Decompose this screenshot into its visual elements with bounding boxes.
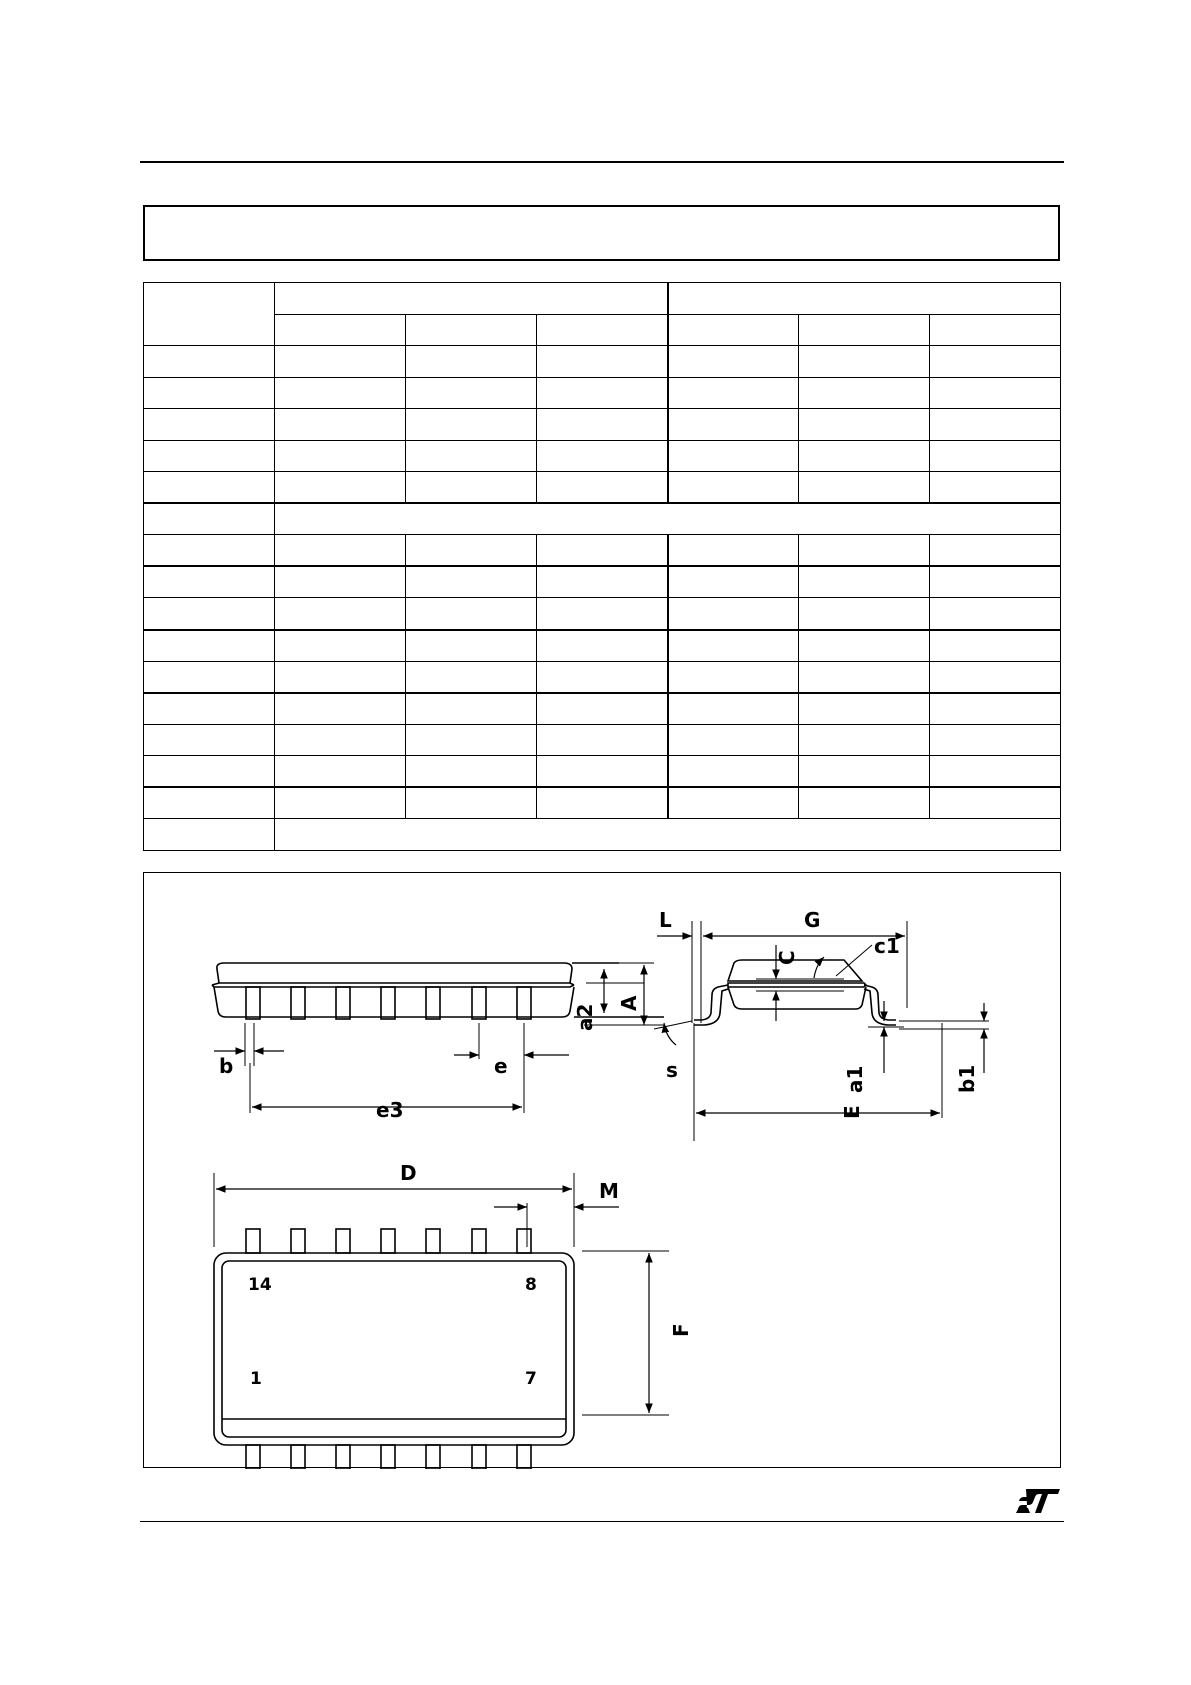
table-cell (537, 314, 668, 346)
pin-8-label: 8 (525, 1275, 537, 1295)
table-cell (275, 472, 406, 504)
table-cell (406, 787, 537, 819)
label-a2: a2 (573, 1003, 597, 1031)
lead (246, 1445, 260, 1469)
table-cell (799, 472, 930, 504)
table-cell (537, 693, 668, 725)
table-cell (275, 598, 406, 630)
table-cell (799, 598, 930, 630)
table-cell (668, 409, 799, 441)
table-cell (930, 630, 1061, 662)
label-b: b (219, 1054, 234, 1078)
bottom-rule (140, 1521, 1064, 1522)
table-cell (799, 756, 930, 788)
table-cell (930, 377, 1061, 409)
front-view (212, 963, 664, 1113)
table-cell (144, 819, 275, 851)
table-cell (799, 693, 930, 725)
table-cell (799, 346, 930, 378)
table-cell (668, 440, 799, 472)
lead (336, 987, 350, 1019)
table-row (144, 630, 1061, 662)
table-cell (144, 472, 275, 504)
label-G: G (804, 908, 821, 932)
table-row (144, 503, 1061, 535)
label-a1: a1 (843, 1065, 867, 1093)
table-cell (406, 472, 537, 504)
lead (291, 1229, 305, 1253)
table-cell (930, 314, 1061, 346)
table-cell (668, 630, 799, 662)
table-cell (537, 440, 668, 472)
table-row (144, 787, 1061, 819)
table-cell (275, 283, 668, 315)
table-cell (275, 724, 406, 756)
table-cell (668, 535, 799, 567)
table-row (144, 598, 1061, 630)
table-cell (275, 346, 406, 378)
table-cell (406, 693, 537, 725)
table-cell (930, 661, 1061, 693)
table-cell (668, 661, 799, 693)
table-cell (406, 661, 537, 693)
table-cell (668, 598, 799, 630)
pin-14-label: 14 (248, 1275, 272, 1295)
side-view (654, 921, 989, 1141)
table-row (144, 756, 1061, 788)
table-row (144, 314, 1061, 346)
table-cell (537, 377, 668, 409)
table-cell (930, 566, 1061, 598)
table-cell (144, 787, 275, 819)
lead (381, 987, 395, 1019)
table-cell (930, 598, 1061, 630)
table-cell (668, 787, 799, 819)
table-cell (144, 661, 275, 693)
table-cell (668, 566, 799, 598)
table-cell (144, 535, 275, 567)
label-F: F (669, 1323, 693, 1337)
package-outline-drawing (143, 872, 1061, 1468)
pin-7-label: 7 (525, 1369, 537, 1389)
pin-1-label: 1 (250, 1369, 262, 1389)
table-cell (275, 409, 406, 441)
table-row (144, 346, 1061, 378)
lead (336, 1445, 350, 1469)
lead (246, 1229, 260, 1253)
table-cell (275, 787, 406, 819)
table-cell (930, 440, 1061, 472)
table-cell (930, 724, 1061, 756)
table-cell (144, 377, 275, 409)
table-cell (799, 314, 930, 346)
table-cell (406, 377, 537, 409)
table-title-box (143, 205, 1060, 261)
table-cell (144, 693, 275, 725)
table-cell (406, 724, 537, 756)
table-cell (406, 346, 537, 378)
table-cell (275, 693, 406, 725)
lead (517, 987, 531, 1019)
lead (426, 1229, 440, 1253)
table-cell (799, 724, 930, 756)
label-e: e (494, 1054, 508, 1078)
table-cell (275, 630, 406, 662)
lead (336, 1229, 350, 1253)
table-cell (406, 409, 537, 441)
label-E: E (840, 1105, 864, 1119)
table-cell (537, 346, 668, 378)
table-cell (537, 409, 668, 441)
table-cell (275, 314, 406, 346)
table-row (144, 377, 1061, 409)
lead (291, 1445, 305, 1469)
table-cell (144, 724, 275, 756)
table-cell (144, 598, 275, 630)
table-cell (406, 314, 537, 346)
lead (246, 987, 260, 1019)
table-cell (668, 756, 799, 788)
label-M: M (599, 1179, 619, 1203)
table-cell (406, 756, 537, 788)
table-row (144, 566, 1061, 598)
lead (517, 1229, 531, 1253)
table-row (144, 440, 1061, 472)
table-cell (668, 724, 799, 756)
table-cell (537, 787, 668, 819)
table-cell (537, 661, 668, 693)
top-rule (140, 161, 1064, 163)
lead (426, 1445, 440, 1469)
table-row (144, 661, 1061, 693)
table-cell (930, 472, 1061, 504)
table-cell (930, 409, 1061, 441)
table-cell (406, 440, 537, 472)
lead (381, 1229, 395, 1253)
table-cell (668, 472, 799, 504)
table-cell (930, 346, 1061, 378)
table-cell (537, 566, 668, 598)
table-cell (406, 566, 537, 598)
table-cell (144, 440, 275, 472)
table-cell (799, 535, 930, 567)
table-row (144, 409, 1061, 441)
table-cell (275, 535, 406, 567)
table-cell (144, 409, 275, 441)
table-cell (799, 409, 930, 441)
table-cell (275, 661, 406, 693)
table-cell (406, 630, 537, 662)
st-logo-icon (1016, 1487, 1062, 1515)
table-cell (537, 535, 668, 567)
table-cell (144, 566, 275, 598)
table-cell (799, 661, 930, 693)
table-cell (668, 377, 799, 409)
table-cell (668, 314, 799, 346)
table-cell (930, 787, 1061, 819)
table-cell (668, 693, 799, 725)
table-row (144, 819, 1061, 851)
table-cell (144, 346, 275, 378)
table-cell (537, 724, 668, 756)
label-C: C (775, 950, 799, 965)
table-cell (275, 566, 406, 598)
table-cell (144, 630, 275, 662)
table-cell (668, 346, 799, 378)
table-cell (930, 693, 1061, 725)
label-s: s (666, 1058, 678, 1082)
table-cell (275, 756, 406, 788)
lead (426, 987, 440, 1019)
label-D: D (400, 1161, 417, 1185)
table-cell (406, 598, 537, 630)
lead (472, 1229, 486, 1253)
table-cell (537, 756, 668, 788)
top-view (214, 1173, 669, 1469)
lead (381, 1445, 395, 1469)
table-row (144, 283, 1061, 315)
table-cell (275, 503, 1061, 535)
label-L: L (659, 908, 672, 932)
table-cell (537, 472, 668, 504)
lead (472, 987, 486, 1019)
table-cell (144, 283, 275, 346)
table-cell (799, 566, 930, 598)
table-cell (406, 535, 537, 567)
mechanical-drawing (144, 873, 1062, 1469)
label-e3: e3 (376, 1098, 404, 1122)
table-cell (930, 535, 1061, 567)
table-cell (275, 377, 406, 409)
dimensions-table (143, 282, 1061, 851)
table-cell (537, 598, 668, 630)
table-cell (799, 440, 930, 472)
table-cell (668, 283, 1061, 315)
table-row (144, 724, 1061, 756)
table-cell (799, 630, 930, 662)
table-cell (144, 756, 275, 788)
label-c1: c1 (874, 934, 900, 958)
table-cell (275, 440, 406, 472)
table-row (144, 472, 1061, 504)
table-cell (144, 503, 275, 535)
lead (291, 987, 305, 1019)
label-A: A (617, 995, 641, 1011)
lead (472, 1445, 486, 1469)
table-cell (537, 630, 668, 662)
table-cell (275, 819, 1061, 851)
label-b1: b1 (955, 1064, 979, 1093)
table-cell (799, 377, 930, 409)
table-row (144, 535, 1061, 567)
lead (517, 1445, 531, 1469)
table-row (144, 693, 1061, 725)
table-cell (799, 787, 930, 819)
table-cell (930, 756, 1061, 788)
